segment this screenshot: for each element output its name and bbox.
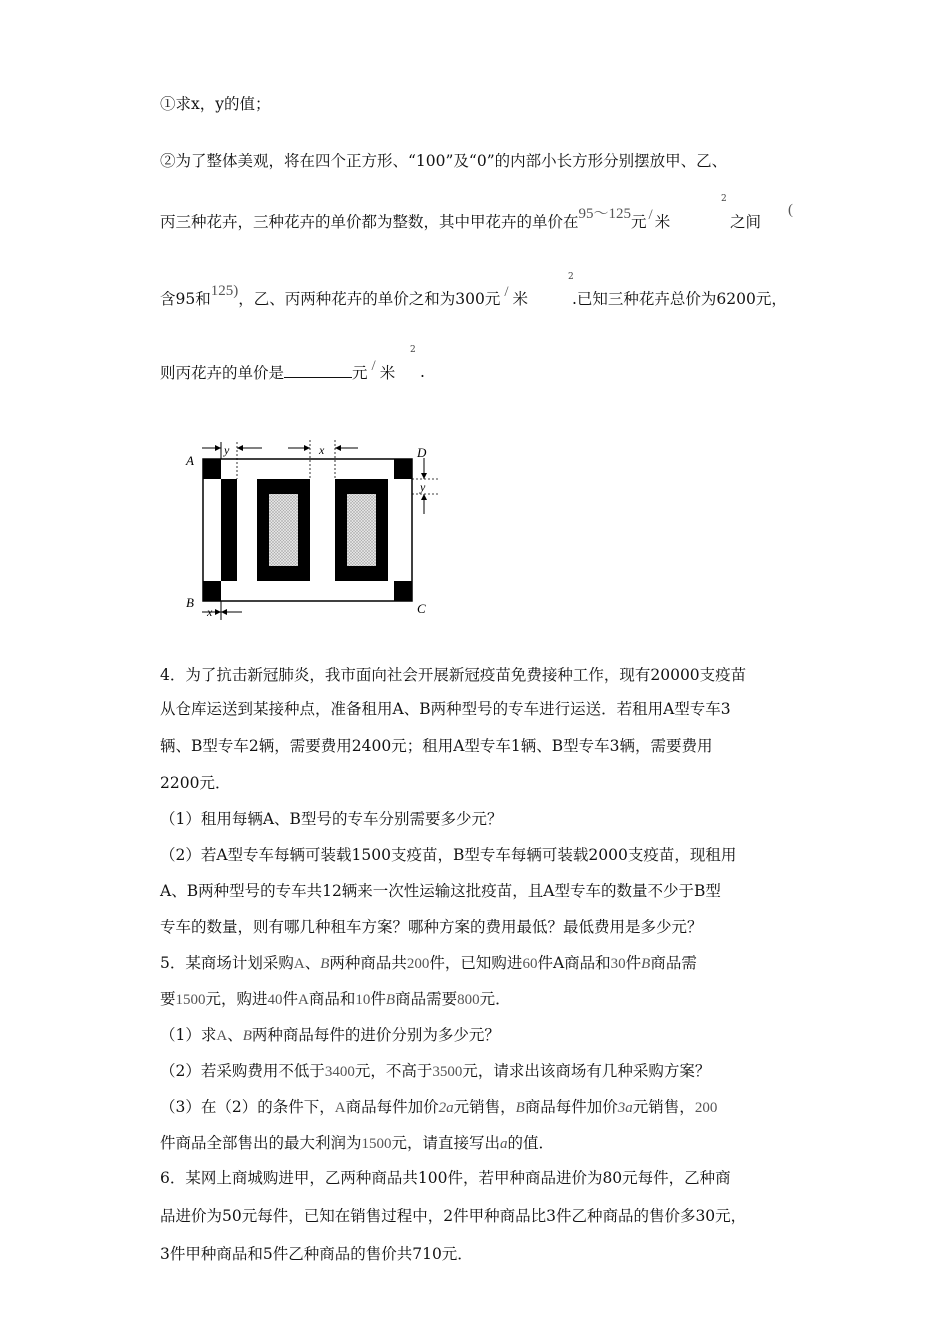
text: 要	[160, 990, 176, 1008]
letter-a: A	[216, 1028, 228, 1044]
text: 商品每件加价	[524, 1098, 618, 1116]
num-1500: 1500	[361, 1136, 392, 1152]
text: ，乙、丙两种花卉的单价之和为300元	[238, 290, 501, 308]
superscript-2: 2	[568, 272, 574, 282]
label-b: B	[186, 595, 194, 610]
q4-part2-line1: （2）若A型专车每辆可装载1500支疫苗，B型专车每辆可装载2000支疫苗，现租用	[160, 846, 737, 864]
text: 两种商品共	[329, 954, 407, 972]
num-60: 60	[522, 956, 538, 972]
text: 元销售，	[453, 1098, 516, 1116]
text: （3）在（2）的条件下，	[160, 1098, 335, 1116]
text: 、	[304, 954, 321, 972]
superscript-2: 2	[721, 194, 727, 204]
label-y-right: y	[420, 480, 426, 494]
q3-sub2-line2	[160, 206, 671, 233]
text: 件A商品和	[537, 954, 611, 972]
text: 件	[370, 990, 386, 1008]
q5-line2	[160, 989, 511, 1010]
q6-line1: 6．某网上商城购进甲，乙两种商品共100件，若甲种商品进价为80元每件，乙种商	[160, 1169, 731, 1187]
text: 件商品全部售出的最大利润为	[160, 1134, 362, 1152]
num-40: 40	[267, 992, 283, 1008]
text: 两种商品每件的进价分别为多少元？	[251, 1026, 500, 1044]
corner-square-b	[203, 581, 221, 601]
answer-blank[interactable]	[284, 362, 352, 378]
q6-line3: 3件甲种商品和5件乙种商品的售价共710元．	[160, 1245, 473, 1263]
q4-line2: 从仓库运送到某接种点，准备租用A、B两种型号的专车进行运送．若租用A型专车3	[160, 700, 731, 718]
text: 商品和	[308, 990, 356, 1008]
text: 元．	[479, 990, 511, 1008]
text: （2）若采购费用不低于	[160, 1062, 325, 1080]
letter-a: A	[298, 992, 309, 1008]
expr-3a: 3a	[617, 1100, 633, 1116]
q4-part2-line3: 专车的数量，则有哪几种租车方案？哪种方案的费用最低？最低费用是多少元？	[160, 918, 703, 936]
text: 米	[379, 364, 396, 382]
text: 商品需要	[395, 990, 458, 1008]
num-3400: 3400	[324, 1064, 355, 1080]
q3-sub2-line4	[160, 358, 396, 384]
q4-part2-line2: A、B两种型号的专车共12辆来一次性运输这批疫苗，且A型专车的数量不少于B型	[160, 882, 721, 900]
text: 5．某商场计划采购	[160, 954, 294, 972]
var-a: a	[500, 1136, 508, 1152]
q5-part1	[160, 1025, 500, 1046]
text: 之间	[730, 213, 762, 231]
label-x-bottom: x	[207, 605, 213, 619]
corner-square-c	[394, 581, 412, 601]
text: （1）求	[160, 1026, 217, 1044]
num-30: 30	[610, 956, 626, 972]
superscript-2: 2	[410, 345, 416, 355]
text: 件	[282, 990, 299, 1008]
letter-b: B	[320, 956, 330, 972]
text: 元	[352, 364, 368, 382]
text: .已知三种花卉总价为6200元，	[572, 290, 787, 308]
letter-b: B	[385, 992, 396, 1008]
q4-line1: 4．为了抗击新冠肺炎，我市面向社会开展新冠疫苗免费接种工作，现有20000支疫苗	[160, 666, 747, 684]
text: 元销售，	[632, 1098, 695, 1116]
text: 丙三种花卉，三种花卉的单价都为整数，其中甲花卉的单价在	[160, 213, 579, 231]
letter-a: A	[293, 956, 305, 972]
letter-b: B	[242, 1028, 252, 1044]
q5-part3	[160, 1097, 717, 1118]
num-3500: 3500	[432, 1064, 463, 1080]
price-range: 95～125	[578, 206, 632, 222]
flower-bed-figure	[176, 430, 446, 630]
text: 件，已知购进	[429, 954, 523, 972]
num-800: 800	[457, 992, 480, 1008]
label-a: A	[186, 453, 194, 468]
text: 商品每件加价	[345, 1098, 439, 1116]
expr-2a: 2a	[438, 1100, 454, 1116]
label-c: C	[417, 601, 426, 616]
q6-line2: 品进价为50元每件，已知在销售过程中，2件甲种商品比3件乙种商品的售价多30元，	[160, 1207, 747, 1225]
text: 商品需	[650, 954, 697, 972]
text: 元	[631, 213, 647, 231]
q4-line3: 辆、B型专车2辆，需要费用2400元；租用A型专车1辆、B型专车3辆，需要费用	[160, 737, 713, 755]
unit-slash: /	[648, 207, 653, 223]
corner-square-d	[394, 459, 412, 479]
label-x-top: x	[319, 443, 325, 457]
inner-rectangle-2	[347, 494, 376, 566]
q5-line1	[160, 953, 697, 974]
text: 含95和	[160, 290, 211, 308]
letter-a: A	[334, 1100, 346, 1116]
letter-b: B	[641, 956, 651, 972]
text: 则丙花卉的单价是	[160, 364, 285, 382]
text: 元，购进	[205, 990, 268, 1008]
inner-rectangle-1	[269, 494, 298, 566]
text: 米	[512, 290, 529, 308]
num-200: 200	[694, 1100, 718, 1116]
text: .	[420, 363, 425, 381]
text: 件	[625, 954, 642, 972]
q3-sub2-line3	[160, 283, 529, 310]
text: 元，不高于	[354, 1062, 433, 1080]
unit-slash: /	[371, 358, 376, 374]
text: 米	[654, 213, 671, 231]
label-y-top: y	[224, 443, 230, 457]
digit-1	[221, 479, 237, 581]
q4-line4: 2200元．	[160, 774, 231, 792]
text: 125)	[210, 283, 239, 299]
label-d: D	[417, 445, 427, 460]
unit-slash: /	[504, 284, 509, 300]
q5-line4	[160, 1133, 554, 1154]
num-10: 10	[355, 992, 371, 1008]
q3-sub2-line1: ②为了整体美观，将在四个正方形、“100”及“0”的内部小长方形分别摆放甲、乙、	[160, 152, 728, 170]
text: 元，请求出该商场有几种采购方案？	[462, 1062, 711, 1080]
text: 、	[227, 1026, 243, 1044]
num-200: 200	[406, 956, 430, 972]
letter-b: B	[515, 1100, 525, 1116]
q5-part2	[160, 1061, 710, 1082]
num-1500: 1500	[175, 992, 206, 1008]
text: 元，请直接写出	[391, 1134, 501, 1152]
q4-part1: （1）租用每辆A、B型号的专车分别需要多少元？	[160, 810, 503, 828]
text: 的值．	[507, 1134, 555, 1152]
corner-square-a	[203, 459, 221, 479]
paren-open: (	[788, 202, 793, 218]
q3-sub1: ①求x，y的值；	[160, 95, 271, 113]
